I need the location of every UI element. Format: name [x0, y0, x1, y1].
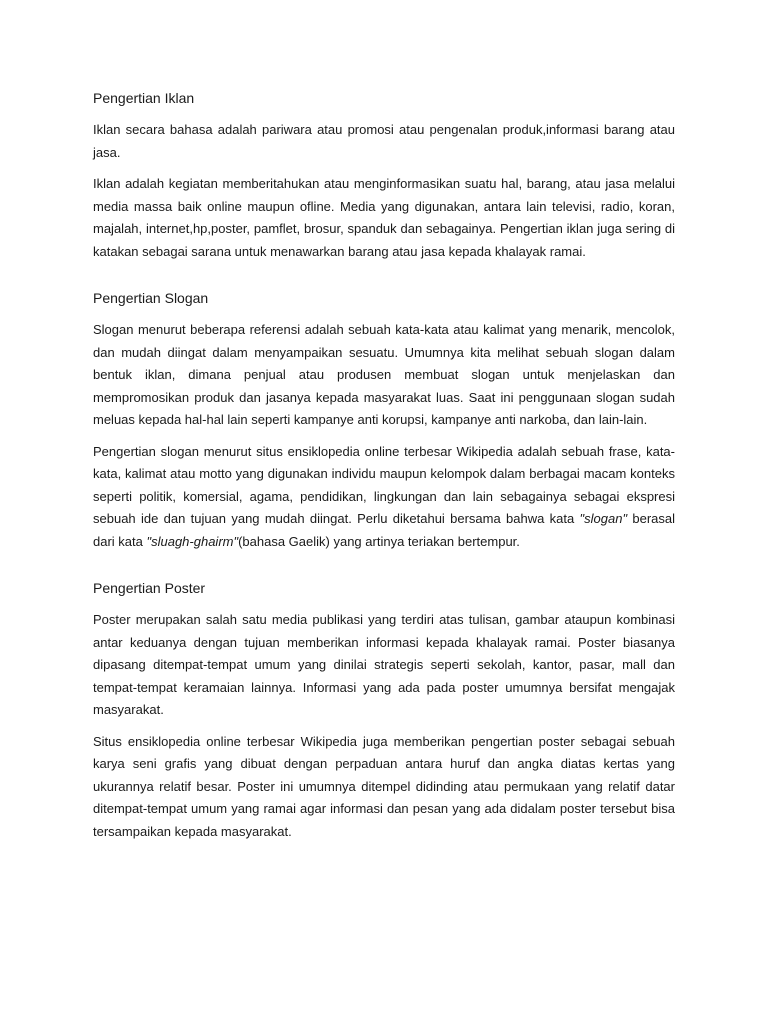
paragraph: Poster merupakan salah satu media publikasi yang terdiri atas tulisan, gambar ataupun kombinasi antar keduanya dengan tujuan memberikan informasi kepada khalayak ramai. Poster biasanya dipasang ditempat-tempat umum yang dinilai strategis seperti sekolah, kantor, pasar, mall dan tempat-tempat keramaian lainnya. Informasi yang ada pada poster umumnya bersifat mengajak masyarakat.	[93, 612, 675, 717]
paragraph: Iklan secara bahasa adalah pariwara atau promosi atau pengenalan produk,informasi barang atau jasa.	[93, 122, 675, 160]
italic-term-sluagh-ghairm: "sluagh-ghairm"	[146, 533, 239, 549]
paragraph: Slogan menurut beberapa referensi adalah sebuah kata-kata atau kalimat yang menarik, mencolok, dan mudah diingat dalam menyampaikan sesuatu. Umumnya kita melihat sebuah slogan dalam bentuk iklan, dimana penjual atau produsen membuat slogan untuk menjelaskan dan mempromosikan produk dan jasanya kepada masyarakat luas. Saat ini penggunaan slogan sudah meluas kepada hal-hal lain seperti kampanye anti korupsi, kampanye anti narkoba, dan lain-lain.	[93, 322, 675, 427]
paragraph: Iklan adalah kegiatan memberitahukan atau menginformasikan suatu hal, barang, atau jasa melalui media massa baik online maupun ofline. Media yang digunakan, antara lain televisi, radio, koran, majalah, internet,hp,poster, pamflet, brosur, spanduk dan sebagainya. Pengertian iklan juga sering di katakan sebagai sarana untuk menawarkan barang atau jasa kepada khalayak ramai.	[93, 176, 675, 259]
paragraph: Situs ensiklopedia online terbesar Wikipedia juga memberikan pengertian poster sebagai sebuah karya seni grafis yang dibuat dengan perpaduan antara huruf dan angka diatas kertas yang ukurannya relatif besar. Poster ini umumnya ditempel didinding atau permukaan yang relatif datar ditempat-tempat umum yang ramai agar informasi dan pesan yang ada didalam poster tersebut bisa tersampaikan kepada masyarakat.	[93, 733, 675, 839]
paragraph-text: (bahasa Gaelik) yang artinya teriakan bertempur.	[238, 533, 520, 549]
italic-term-slogan: "slogan"	[579, 511, 628, 526]
heading-poster: Pengertian Poster	[93, 580, 206, 596]
section-poster	[93, 578, 675, 843]
section-iklan	[93, 88, 675, 263]
heading-slogan: Pengertian Slogan	[93, 290, 209, 306]
paragraph-text: Pengertian slogan menurut situs ensiklopedia online terbesar Wikipedia adalah sebuah frase, kata-kata, kalimat atau motto yang digunakan individu maupun kelompok dalam berbagai macam konteks seperti politik, komersial, agama, pendidikan, lingkungan dan lain sebagainya sebagai ekspresi sebuah ide dan tujuan yang mudah diingat. Perlu diketahui bersama bahwa kata	[93, 443, 675, 526]
heading-iklan: Pengertian Iklan	[93, 90, 195, 106]
paragraph-slogan-definition	[93, 441, 675, 554]
paragraph-text: berasal dari kata	[93, 511, 676, 549]
section-slogan	[93, 288, 675, 553]
